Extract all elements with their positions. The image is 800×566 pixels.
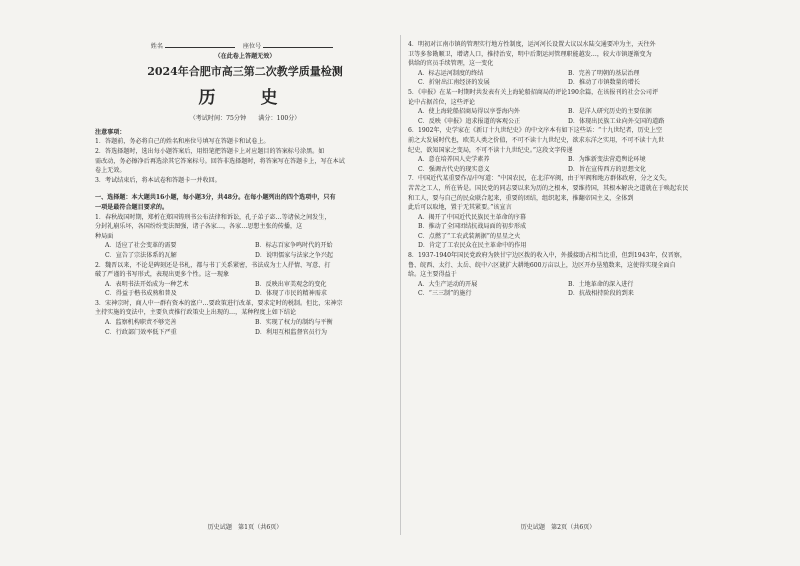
question-stem: 论中占据首位，这些评论 <box>408 98 476 106</box>
option-c: C．反映《申报》追求报道的客观公正 <box>418 117 521 125</box>
question-stem: 鲁、皖西、太行、太岳、皖中六区就扩大耕地600万亩以上，边区开办垦殖数来，这使得实现全面自 <box>408 261 676 269</box>
option-d: D．体现出民族工业向外交国的道路 <box>568 117 665 125</box>
left-page <box>95 40 395 530</box>
seat-label: 座位号 <box>242 43 262 50</box>
instruction-line: 卷上无效。 <box>95 167 126 175</box>
option-a: A．大生产运动的开展 <box>418 280 478 288</box>
exam-info: （考试时间：75分钟 满分：100分） <box>189 115 301 123</box>
option-a: A．意在培养国人史学素养 <box>418 156 490 164</box>
option-c: C．宣告了宗法体系的瓦解 <box>105 251 177 259</box>
question-stem: 卫等多参勘顺卫，增诸人口，推持治安，明中后期运河管理职能越发…，较大市镇逐渐变为 <box>408 50 652 58</box>
question-6 <box>408 126 708 174</box>
option-b: B．为维新变法营造舆论环境 <box>568 156 646 164</box>
section-title: 一、选择题：本大题共16小题，每小题3分，共48分。在每小题列出的四个选项中，只有 <box>95 194 336 202</box>
option-c: C．“三三制”的施行 <box>418 290 472 298</box>
question-stem: 1．春秋战国时期，郑析在郑国铸刑书公布法律和诉讼，孔子弟子宓…等诸侯之间发生， <box>95 213 331 221</box>
option-c: C．折射出江南经济的发展 <box>418 79 490 87</box>
section-title: 一项是最符合题目要求的。 <box>95 203 169 211</box>
option-d: D．体现了市民的精神需求 <box>255 290 327 298</box>
option-c: C．得益于楷书成熟和普及 <box>105 290 177 298</box>
question-5 <box>408 88 708 126</box>
invalid-notice: （在此卷上答题无效） <box>214 52 276 60</box>
page-footer-right: 历史试题 第2页（共6页） <box>520 524 596 530</box>
exam-title: 2024年合肥市高三第二次教学质量检测 <box>147 65 343 79</box>
question-stem: 种局面 <box>95 232 114 240</box>
subject-title: 历 史 <box>198 88 292 109</box>
question-stem: 苦苦之工人，所在皆是。国民党的同志要以来为历的之根本，要维持国，其根本解决之道就在于唤起农民 <box>408 184 689 192</box>
question-stem: 此后可以取地，置于无其紧要。”该宣言 <box>408 204 512 212</box>
option-a: A．标志运河制度的终结 <box>418 69 484 77</box>
option-d: D．抗战相持阶段的到来 <box>568 290 634 298</box>
option-b: B．标志百家争鸣时代的开始 <box>255 242 333 250</box>
option-c: C．点燃了“工农武装割据”的星星之火 <box>418 232 521 240</box>
option-a: A．使上海轮船招商局得以享誉海内外 <box>418 108 520 116</box>
question-stem: 分封礼崩乐坏，各国纷纷变法图强，诸子各家…，各家…思想主张的传播，这 <box>95 223 303 231</box>
question-stem: 供给的官员手续管理，这一变化 <box>408 60 494 68</box>
name-blank <box>165 40 235 48</box>
name-label: 姓名 <box>150 43 163 50</box>
question-stem: 纪史，欲知国家之变局，不可不读十九世纪史。”这段文字传递 <box>408 146 573 154</box>
question-1 <box>95 213 395 261</box>
question-stem: 主持实施的变法中，主要负责推行政策史上出现的…，某种程度上如下结论 <box>95 309 297 317</box>
question-stem: 2．魏晋以来，不论是碑刻还是书札，都与书丁关系紧密，书法成为士人抒情、写意、打 <box>95 261 331 269</box>
right-page <box>408 40 708 530</box>
option-c: C．行政部门效率低下严重 <box>105 328 177 336</box>
question-stem: 6．1902年，史学家在《新订十九世纪史》的中文序本有如下这些话：“十九世纪者，历史上空 <box>408 127 663 135</box>
question-stem: 7．中国近代某重要作品中写道：“中国农民，在北洋军阀，由于军阀和地方群体政府，分之义失， <box>408 175 671 183</box>
question-stem: 5．《申报》在某一时期时共发表有关上海轮船招商局的评论190余篇，在该报刊的社会公司评 <box>408 88 659 96</box>
question-4 <box>408 40 708 88</box>
instruction-line: 3．考试结束后，将本试卷和答题卡一并收回。 <box>95 176 221 184</box>
instruction-line: 1．答题前，务必将自己的姓名和座位号填写在答题卡和试卷上。 <box>95 138 270 146</box>
option-a: A．适应了社会变革的需要 <box>105 242 177 250</box>
option-d: D．推动了市镇数量的增长 <box>568 79 640 87</box>
question-stem: 3．宋神宗时，商人中一群有资本的富户…要政策进行改革，要求定时的税制。但比，宋神宗 <box>95 299 343 307</box>
option-d: D．说明儒家与法家之争兴起 <box>255 251 334 259</box>
instruction-line: 需改动，务必擦净后再选涂其它答案标号。回答非选择题时，将答案写在答题卡上，写在本试 <box>95 157 345 165</box>
option-b: B．推动了全国团结抗战局面的初步形成 <box>418 223 527 231</box>
candidate-header <box>95 40 395 52</box>
seat-blank <box>263 40 333 48</box>
instruction-line: 2．答选择题时，选出每小题答案后，用铅笔把答题卡上对应题目的答案标号涂黑。如 <box>95 147 325 155</box>
question-7 <box>408 174 708 251</box>
option-b: B．完善了明朝的基层治理 <box>568 69 640 77</box>
question-stem: 和工人，要与自己的民众联合起来，重要的团结，组织起来，推翻帝国主义，全体到 <box>408 194 634 202</box>
question-stem: 8．1937-1940年国民党政府为陕甘宁边区拨的收入中，外援接助占相当比重，但到1943年，仅晋察， <box>408 252 686 260</box>
option-a: A．揭开了中国近代民族民主革命的序幕 <box>418 213 526 221</box>
question-2 <box>95 261 395 299</box>
question-stem: 4．明初对江南市镇的管理实行地方性制度，运河河长设置大议以水陆交通要冲为主，天往外 <box>408 41 656 48</box>
page-fold-divider <box>400 35 401 535</box>
option-b: B．土地革命的深入进行 <box>568 280 634 288</box>
question-8 <box>408 251 708 299</box>
question-3 <box>95 299 395 337</box>
question-stem: 破了严谨的书写形式，表现出更多个性。这一现象 <box>95 271 230 279</box>
option-c: C．强调古代史的现实意义 <box>418 165 490 173</box>
instructions-title: 注意事项： <box>95 128 126 136</box>
option-d: D．利用互相监督官员行为 <box>255 328 327 336</box>
option-d: D．肯定了工农民众在民主革命中的作用 <box>418 242 527 250</box>
page-footer-left: 历史试题 第1页（共6页） <box>207 524 283 530</box>
question-stem: 前之大发展时代也，欧美人类之价值，不可不读十九世纪史，欲求东洋之实用，不可不读十九世 <box>408 136 664 144</box>
option-a: A．监察机构职责不够完善 <box>105 319 177 327</box>
question-stem: 给。这主要得益于 <box>408 271 457 279</box>
option-d: D．旨在宣传西方的思想文化 <box>568 165 647 173</box>
option-b: B．实现了权力的制约与平衡 <box>255 319 333 327</box>
option-b: B．反映出审美观念的变化 <box>255 280 327 288</box>
option-a: A．表明书法开始成为一种艺术 <box>105 280 189 288</box>
option-b: B．是洋人研究历史的主要依据 <box>568 108 652 116</box>
